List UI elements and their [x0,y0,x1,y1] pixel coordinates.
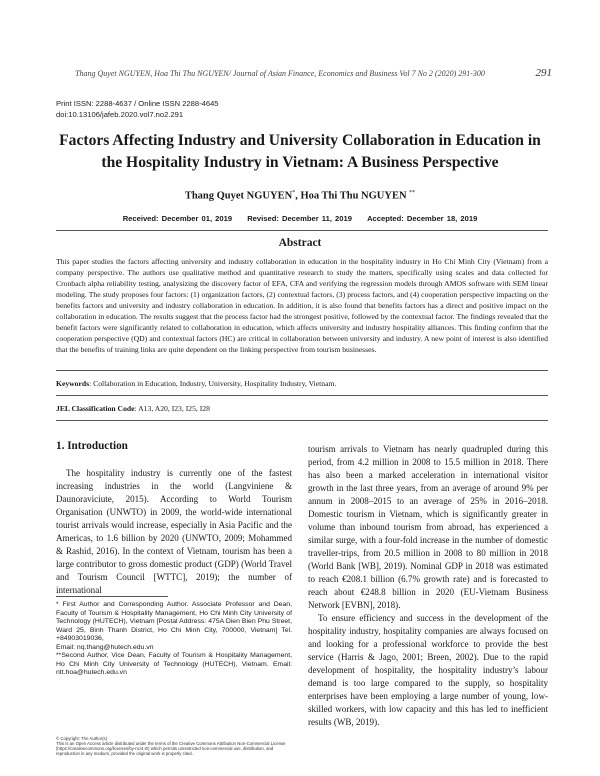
footnote-first-author-email[interactable]: Email: nq.thang@hutech.edu.vn [56,643,154,651]
footnote-divider [56,596,168,597]
page-number: 291 [535,67,552,79]
paragraph: tourism arrivals to Vietnam has nearly quadrupled during this period, from 4.2 million in 2008 to 15.5 million in 2018. There has also been a marked acceleration in international visitor growth in the last three years, from an average of around 9% per annum in 2008–2015 to an average of 25% in 2016–2018. Domestic tourism in Vietnam, which is significantly greater in volume than inbound tourism from abroad, has experienced a similar surge, with a four-fold increase in the number of domestic traveller-trips, from 20.5 million in 2008 to 80 million in 2018 (World Bank [WB], 2019). Nominal GDP in 2018 was estimated to reach €208.1 billion (6.7% growth rate) and is forecasted to reach about €248.8 billion in 2020 (EU-Vietnam Business Network [EVBN], 2018). [308,444,548,610]
author-name: Hoa Thi Thu NGUYEN [300,190,407,202]
copyright-line: © Copyright: The Author(s) [56,736,108,741]
divider [56,395,548,396]
license-text: This is an Open Access article distributed under the terms of the Creative Commons Attribution Non-Commercial License (https://creativecommons.org/licenses/by-nc/4.0/) which permits unrestricted non-commercial use, distribution, and reproduction in any medium, provided the original work is properly cited. [56,741,286,756]
author-footnote-marker: ** [409,190,416,196]
footnotes [56,601,292,678]
left-column [56,467,292,597]
author-footnote-marker: * [292,190,296,196]
keywords-text: : Collaboration in Education, Industry, University, Hospitality Industry, Vietnam. [89,379,337,388]
article-dates [48,214,552,223]
jel-classification [56,404,548,413]
author-separator: , [295,190,301,202]
jel-codes: : A13, A20, I23, I25, I28 [134,404,210,413]
divider [56,420,548,421]
issn-line: Print ISSN: 2288-4637 / Online ISSN 2288-4645 [56,99,219,108]
paper-title: Factors Affecting Industry and University Collaboration in Education in the Hospitality Industry in Vietnam: A Business Perspective [59,132,541,171]
paragraph: To ensure efficiency and success in the development of the hospitality industry, hospitality companies are always focused on and looking for a professional workforce to provide the best service (Harris & Jago, 2001; Breen, 2002). Due to the rapid development of hospitality, the hospitality industry’s labour demand is too large compared to the supply, so hospitality enterprises have been employing a large number of young, low-skilled workers, with low capacity and this has led to inefficient results (WB, 2019). [308,613,548,727]
abstract-heading: Abstract [278,237,322,249]
running-header: Thang Quyet NGUYEN, Hoa Thi Thu NGUYEN/ Journal of Asian Finance, Economics and Business Vol 7 No 2 (2020) 291-300 [75,69,485,78]
keywords-label: Keywords [56,379,90,388]
accepted-date: Accepted: December 18, 2019 [367,214,478,223]
section-heading: 1. Introduction [56,440,128,452]
doi-link[interactable]: doi:10.13106/jafeb.2020.vol7.no2.291 [56,110,184,119]
right-column [308,443,548,729]
keywords [56,379,548,388]
footnote-first-author: * First Author and Corresponding Author. Associate Professor and Dean, Faculty of Tourism & Hospitality Management, Ho Chi Minh City University of Technology (HUTECH), Vietnam [Postal Address: 475A Dien Bien Phu Street, Ward 25, Binh Thanh District, Ho Chi Minh City, 700000, Vietnam] Tel. +84903019036, [56,601,292,642]
divider [56,230,548,231]
author-line [48,190,552,202]
divider [56,370,548,371]
author-name: Thang Quyet NGUYEN [184,190,293,202]
abstract-text: This paper studies the factors affecting university and industry collaboration in education in the hospitality industry in Ho Chi Minh City (Vietnam) from a company perspective. The authors use qualitative method and quantitative research to study the matters, specifically using scales and data collected for Cronbach alpha reliability testing, analysizing the discovery factor of EFA, CFA and verifying the regression models through AMOS software with SEM linear modeling. The study proposes four factors: (1) organization factors, (2) contextual factors, (3) process factors, and (4) cooperation perspective impacting on the benefits factors and university and industry collaboration in education. In addition, it is also found that benefits factors has a direct and positive impact on the collaboration in education. The results suggest that the process factor had the strongest positive, followed by the contextual factor. The findings revealed that the benefit factors were significantly related to collaboration in education, which affects university and industry hospitality alliances. This finding confirm that the cooperation perspective (QD) and contextual factors (HC) are critical in collaboration between university and industry. A new point of interest is also identified that the benefits of training links are quite dependent on the linking perspective from tourism businesses. [56,257,548,354]
footnote-second-author: **Second Author, Vice Dean, Faculty of Tourism & Hospitality Management, Ho Chi Minh City University of Technology (HUTECH), Vietnam. Email: ntt.hoa@hutech.edu.vn [56,652,292,676]
received-date: Received: December 01, 2019 [122,214,233,223]
license-notice [56,736,292,756]
jel-label: JEL Classification Code [56,404,135,413]
paragraph: The hospitality industry is currently one of the fastest increasing industries in the world (Langviniene & Daunoraviciute, 2015). According to World Tourism Organisation (UNWTO) in 2009, the world-wide international tourist arrivals would increase, especially in Asia Pacific and the Americas, to 1.6 billion by 2020 (UNWTO, 2009; Mohammed & Rashid, 2016). In the context of Vietnam, tourism has been a large contributor to gross domestic product (GDP) (World Travel and Tourism Council [WTTC], 2019); the number of international [56,468,292,595]
revised-date: Revised: December 11, 2019 [247,214,352,223]
